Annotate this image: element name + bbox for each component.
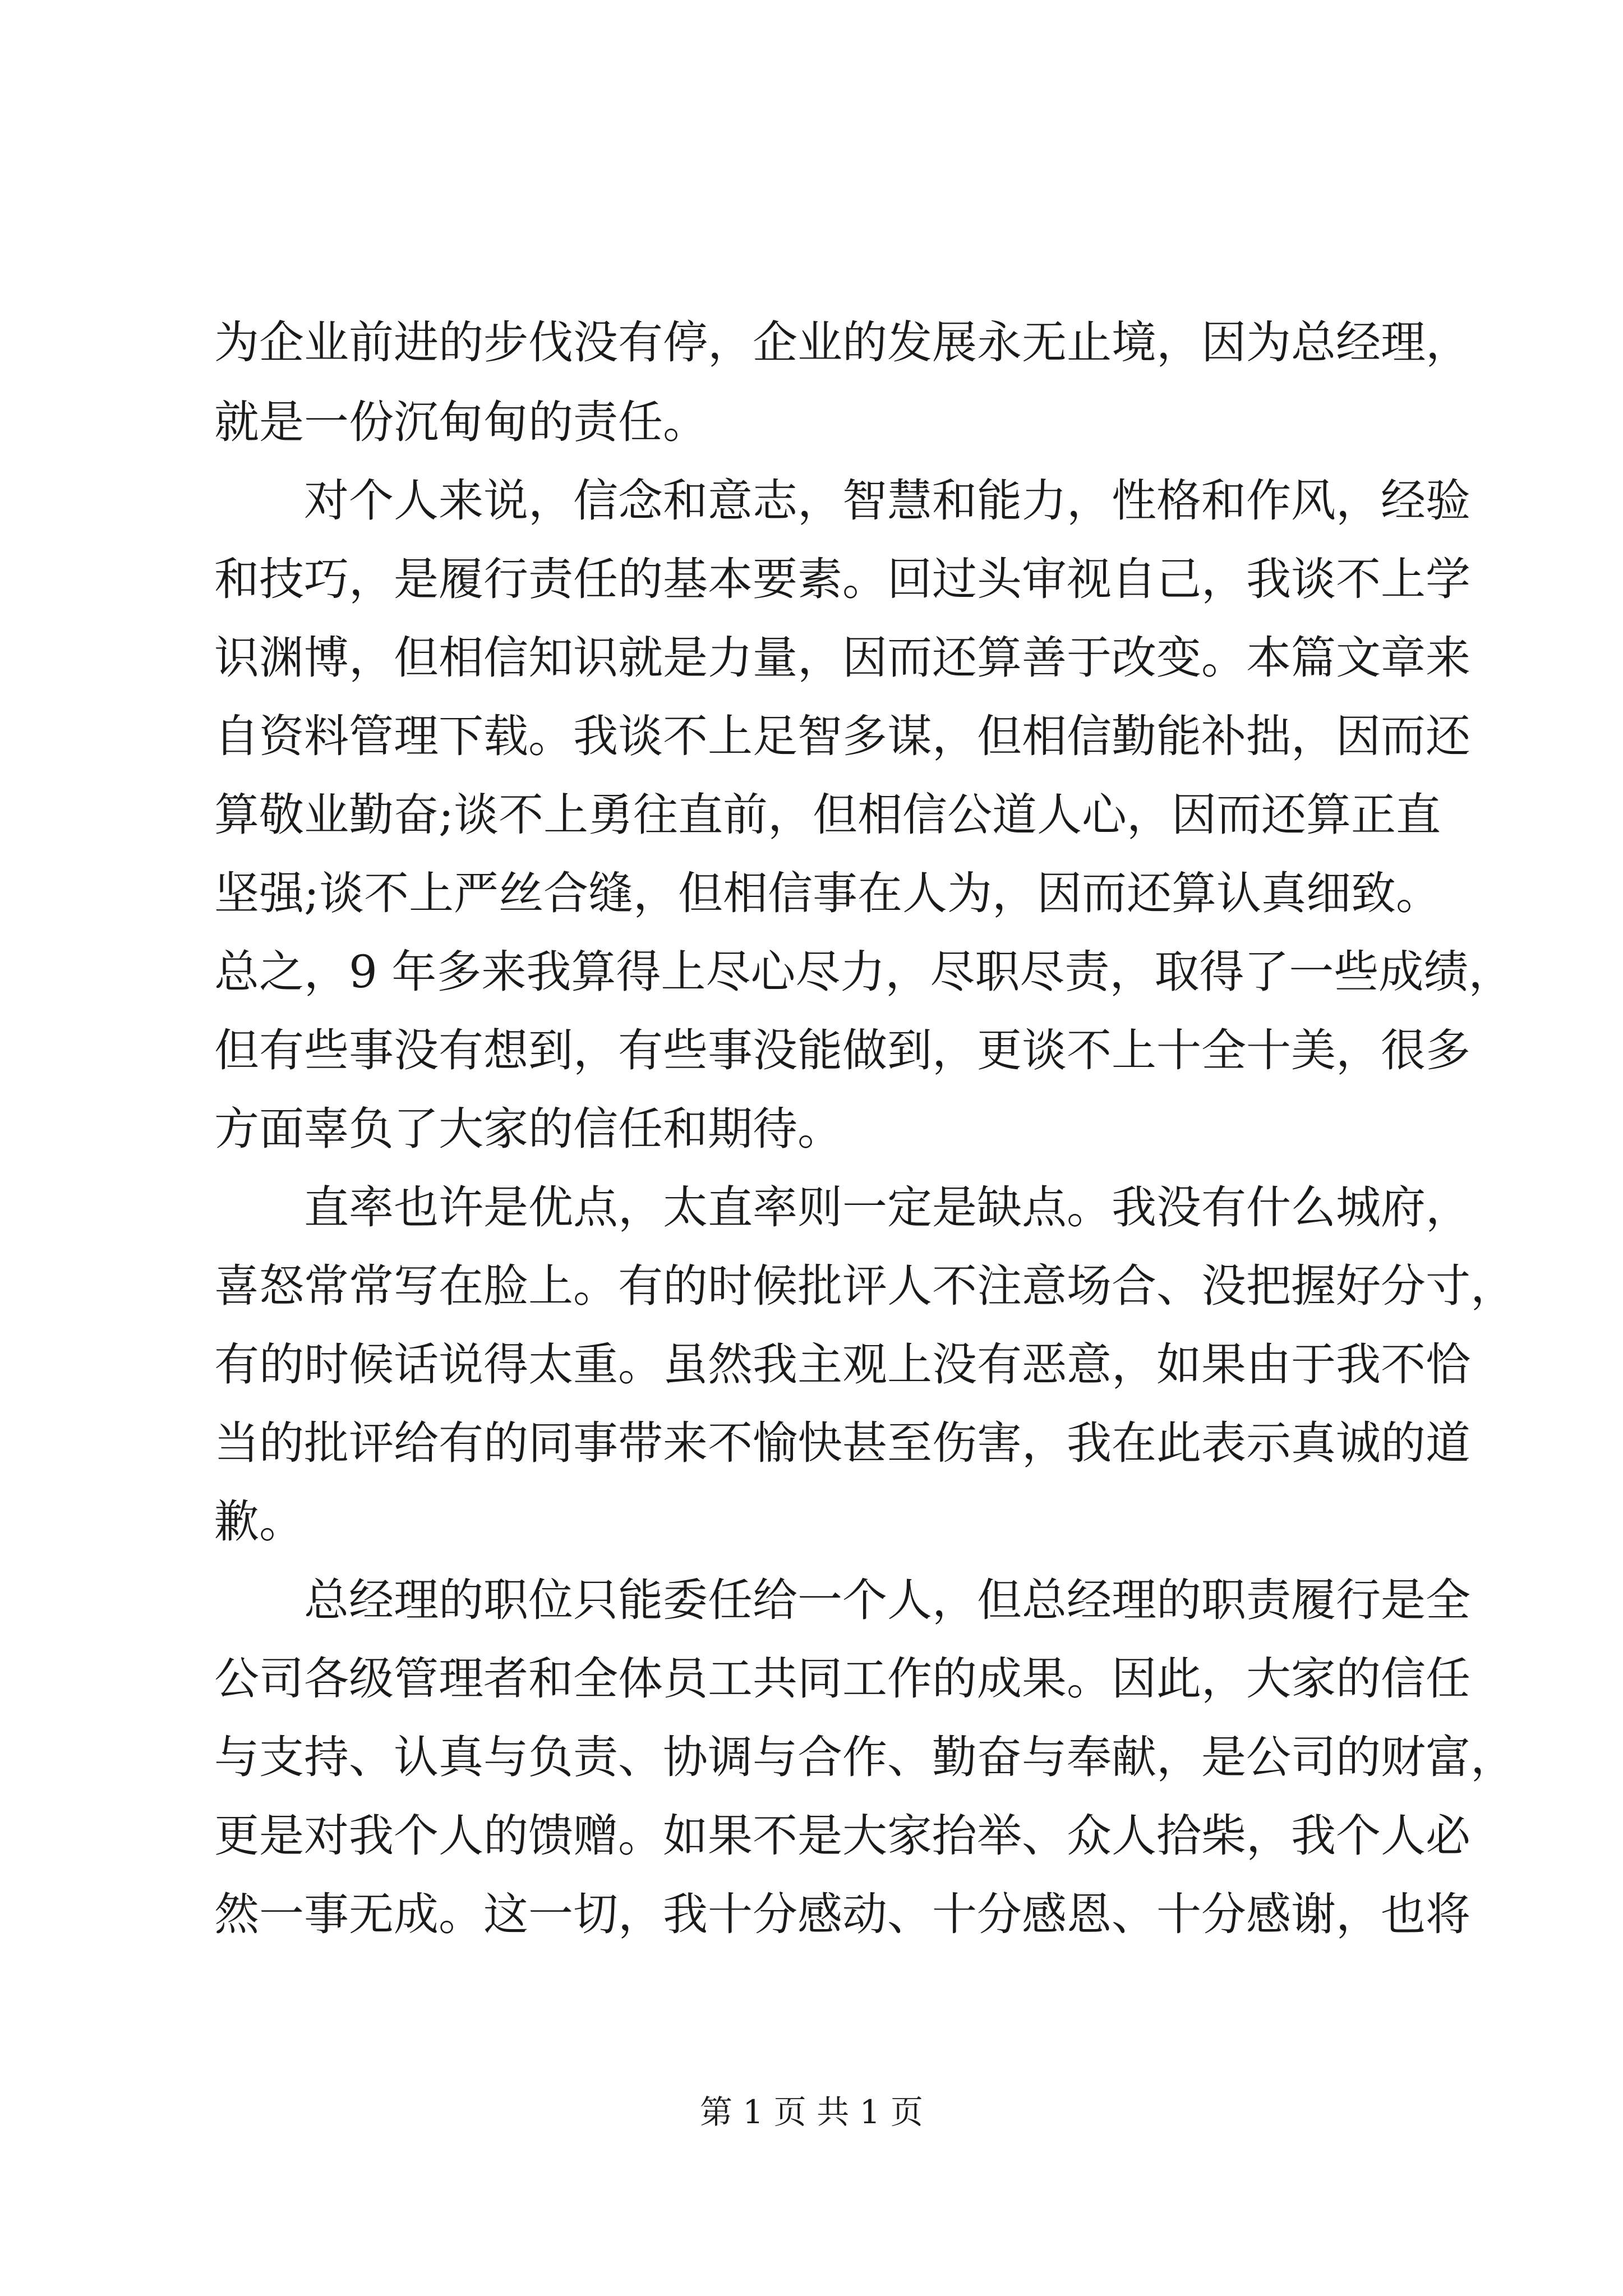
body-text-line: 但有些事没有想到，有些事没能做到，更谈不上十全十美，很多 [214,1024,1470,1076]
body-text-line: 公司各级管理者和全体员工共同工作的成果。因此，大家的信任 [214,1653,1470,1705]
body-text-line: 有的时候话说得太重。虽然我主观上没有恶意，如果由于我不恰 [214,1338,1470,1391]
body-text-line: 更是对我个人的馈赠。如果不是大家抬举、众人拾柴，我个人必 [214,1810,1470,1862]
body-text-line: 为企业前进的步伐没有停，企业的发展永无止境，因为总经理， [214,316,1470,369]
body-text-line: 歉。 [214,1496,304,1548]
body-text-line: 直率也许是优点，太直率则一定是缺点。我没有什么城府， [304,1181,1470,1234]
body-text-line: 和技巧，是履行责任的基本要素。回过头审视自己，我谈不上学 [214,553,1470,605]
body-text-line: 对个人来说，信念和意志，智慧和能力，性格和作风，经验 [304,475,1470,527]
body-text-line: 坚强;谈不上严丝合缝，但相信事在人为，因而还算认真细致。 [214,867,1441,919]
body-text-line: 然一事无成。这一切，我十分感动、十分感恩、十分感谢，也将 [214,1888,1470,1940]
body-text-line: 喜怒常常写在脸上。有的时候批评人不注意场合、没把握好分寸， [214,1260,1515,1312]
page-footer: 第 1 页 共 1 页 [700,2093,923,2131]
body-text-line: 与支持、认真与负责、协调与合作、勤奋与奉献，是公司的财富， [214,1731,1515,1783]
body-text-line: 识渊博，但相信知识就是力量，因而还算善于改变。本篇文章来 [214,632,1470,684]
body-text-line: 当的批评给有的同事带来不愉快甚至伤害，我在此表示真诚的道 [214,1417,1470,1469]
body-text-line: 自资料管理下载。我谈不上足智多谋，但相信勤能补拙，因而还 [214,710,1470,762]
body-text-line: 总之，9 年多来我算得上尽心尽力，尽职尽责，取得了一些成绩， [214,946,1514,998]
body-text-line: 方面辜负了大家的信任和期待。 [214,1103,842,1155]
body-text-line: 总经理的职位只能委任给一个人，但总经理的职责履行是全 [304,1574,1470,1626]
body-text-line: 算敬业勤奋;谈不上勇往直前，但相信公道人心，因而还算正直 [214,789,1441,841]
body-text-line: 就是一份沉甸甸的责任。 [214,396,708,448]
